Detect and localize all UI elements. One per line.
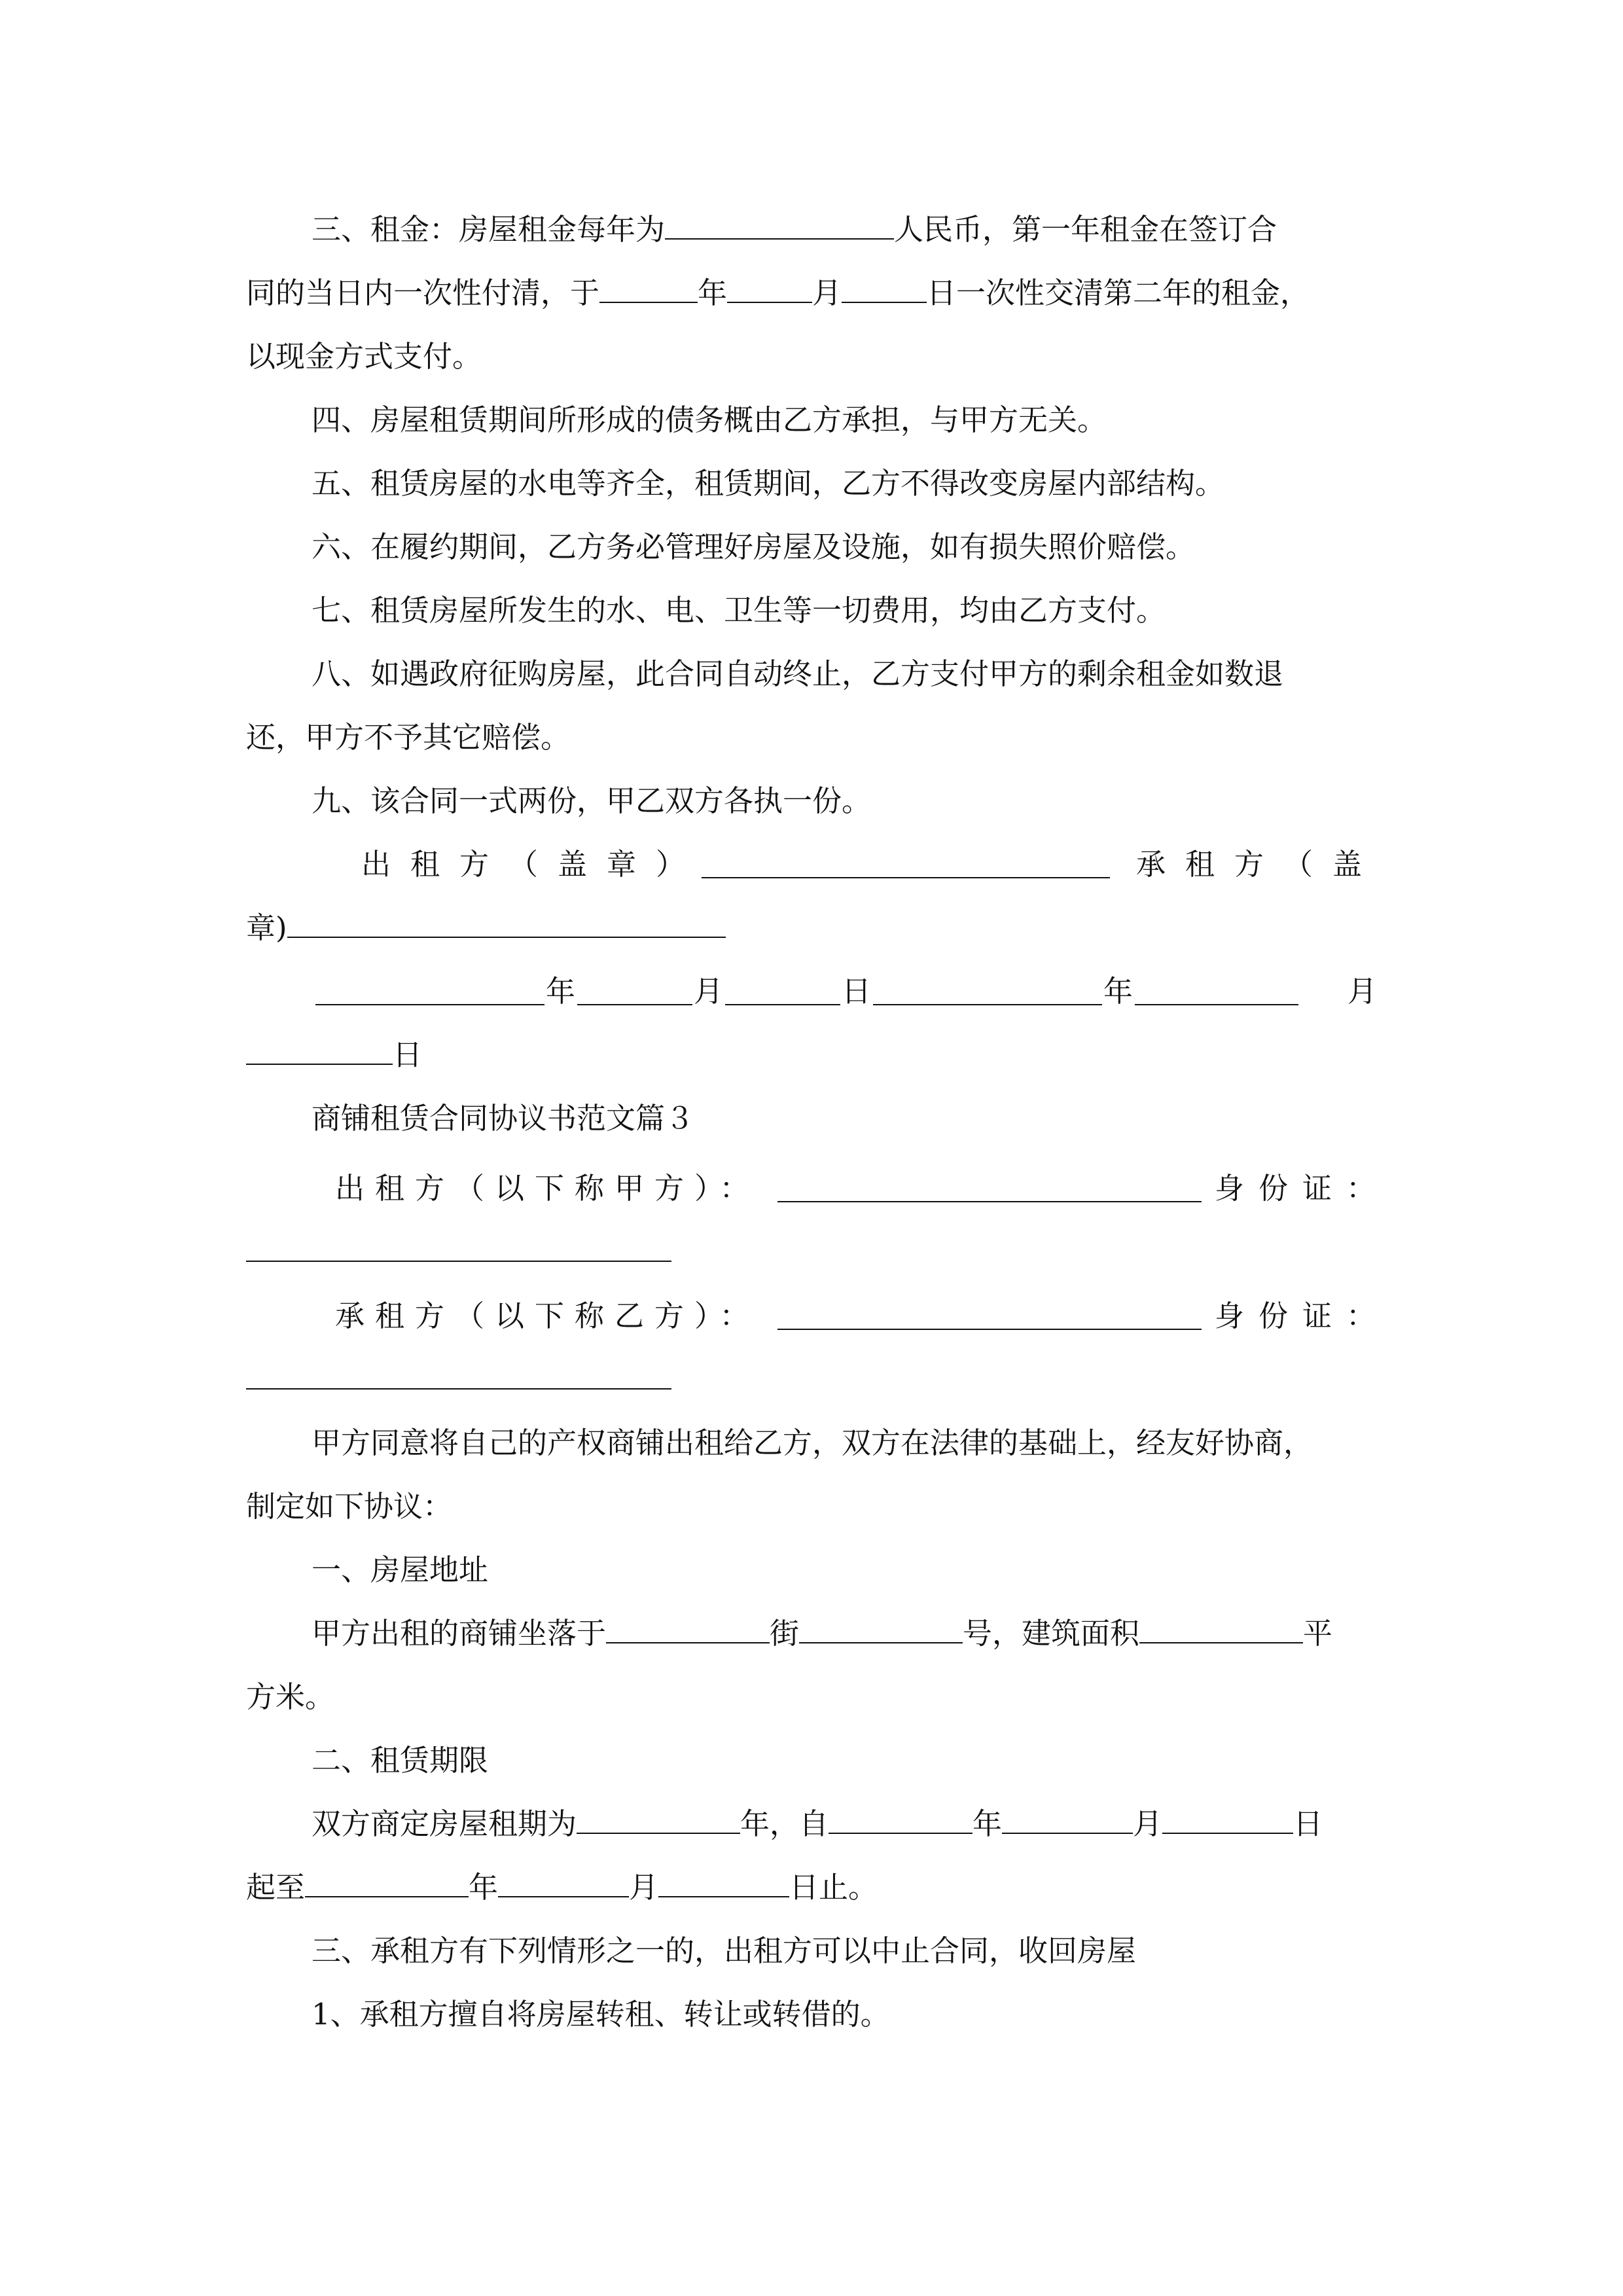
term-title: 二、租赁期限 — [312, 1743, 489, 1778]
signature-line — [246, 833, 1382, 896]
address-line-1: 甲方出租的商铺坐落于 街 号，建筑面积 平 — [312, 1616, 1333, 1651]
lessee-day-line: 日 — [246, 1023, 1377, 1086]
lessee-seal-label: 承租方（盖 — [1136, 847, 1382, 882]
lessee-day-blank — [246, 1041, 393, 1065]
start-month-blank — [1002, 1810, 1133, 1834]
area-blank — [1139, 1620, 1303, 1643]
street-blank — [606, 1620, 770, 1643]
rent-clause-line-1: 三、租金：房屋租金每年为 人民币，第一年租金在签订合 — [312, 212, 1277, 247]
party-b-name-blank — [777, 1306, 1202, 1330]
term-line-1: 双方商定房屋租期为 年，自 年 月 日 — [312, 1806, 1323, 1841]
termination-item-1: 1、承租方擅自将房屋转租、转让或转借的。 — [312, 1997, 890, 2032]
party-b-id-line — [246, 1348, 1377, 1411]
end-year-blank — [305, 1874, 469, 1897]
pay-month-blank — [727, 279, 812, 303]
clause-9: 九、该合同一式两份，甲乙双方各执一份。 — [312, 783, 872, 818]
end-day-blank — [658, 1874, 789, 1897]
party-b-id-blank — [246, 1366, 671, 1390]
rent-amount-blank — [665, 216, 894, 240]
lessor-month-blank — [577, 982, 692, 1005]
lessor-seal-blank — [702, 855, 1110, 878]
clause-8-line-2: 还，甲方不予其它赔偿。 — [246, 720, 571, 755]
clause-6: 六、在履约期间，乙方务必管理好房屋及设施，如有损失照价赔偿。 — [312, 529, 1196, 564]
pay-year-blank — [599, 279, 698, 303]
address-title: 一、房屋地址 — [312, 1552, 489, 1587]
clause-7: 七、租赁房屋所发生的水、电、卫生等一切费用，均由乙方支付。 — [312, 593, 1166, 628]
lessor-day-blank — [725, 982, 840, 1005]
term-years-blank — [577, 1810, 740, 1834]
end-month-blank — [498, 1874, 629, 1897]
clause-5: 五、租赁房屋的水电等齐全，租赁期间，乙方不得改变房屋内部结构。 — [312, 466, 1225, 501]
section-heading: 商铺租赁合同协议书范文篇３ — [312, 1101, 695, 1136]
clause-8-line-1: 八、如遇政府征购房屋，此合同自动终止，乙方支付甲方的剩余租金如数退 — [312, 656, 1284, 691]
rent-clause-line-2: 同的当日内一次性付清，于 年 月 日一次性交清第二年的租金， — [246, 276, 1310, 310]
lessee-month-blank — [1135, 982, 1298, 1005]
start-day-blank — [1162, 1810, 1293, 1834]
lessor-seal-label: 出租方（盖章） — [361, 847, 705, 882]
rent-clause-line-3: 以现金方式支付。 — [246, 339, 482, 374]
termination-title: 三、承租方有下列情形之一的，出租方可以中止合同，收回房屋 — [312, 1933, 1137, 1968]
start-year-blank — [829, 1810, 972, 1834]
pay-day-blank — [842, 279, 927, 303]
lessee-seal-line: 章) — [246, 896, 1377, 960]
number-blank — [799, 1620, 963, 1643]
clause-4: 四、房屋租赁期间所形成的债务概由乙方承担，与甲方无关。 — [312, 403, 1107, 437]
address-line-2: 方米。 — [246, 1679, 335, 1714]
intro-line-2: 制定如下协议： — [246, 1489, 453, 1524]
lessee-seal-blank — [287, 914, 726, 938]
party-a-id-line — [246, 1220, 1377, 1283]
signing-date-line: 年 月 日 年 月 — [246, 960, 1377, 1023]
term-line-2: 起至 年 月 日止。 — [246, 1870, 878, 1905]
lessor-year-blank — [315, 982, 544, 1005]
party-b-line: 承租方（以下称乙方）： 身份证： — [335, 1299, 1391, 1333]
party-a-id-blank — [246, 1238, 671, 1262]
lessee-year-blank — [873, 982, 1102, 1005]
intro-line-1: 甲方同意将自己的产权商铺出租给乙方，双方在法律的基础上，经友好协商， — [312, 1426, 1313, 1460]
party-a-name-blank — [777, 1179, 1202, 1202]
party-a-line: 出租方（以下称甲方）： 身份证： — [335, 1171, 1391, 1206]
